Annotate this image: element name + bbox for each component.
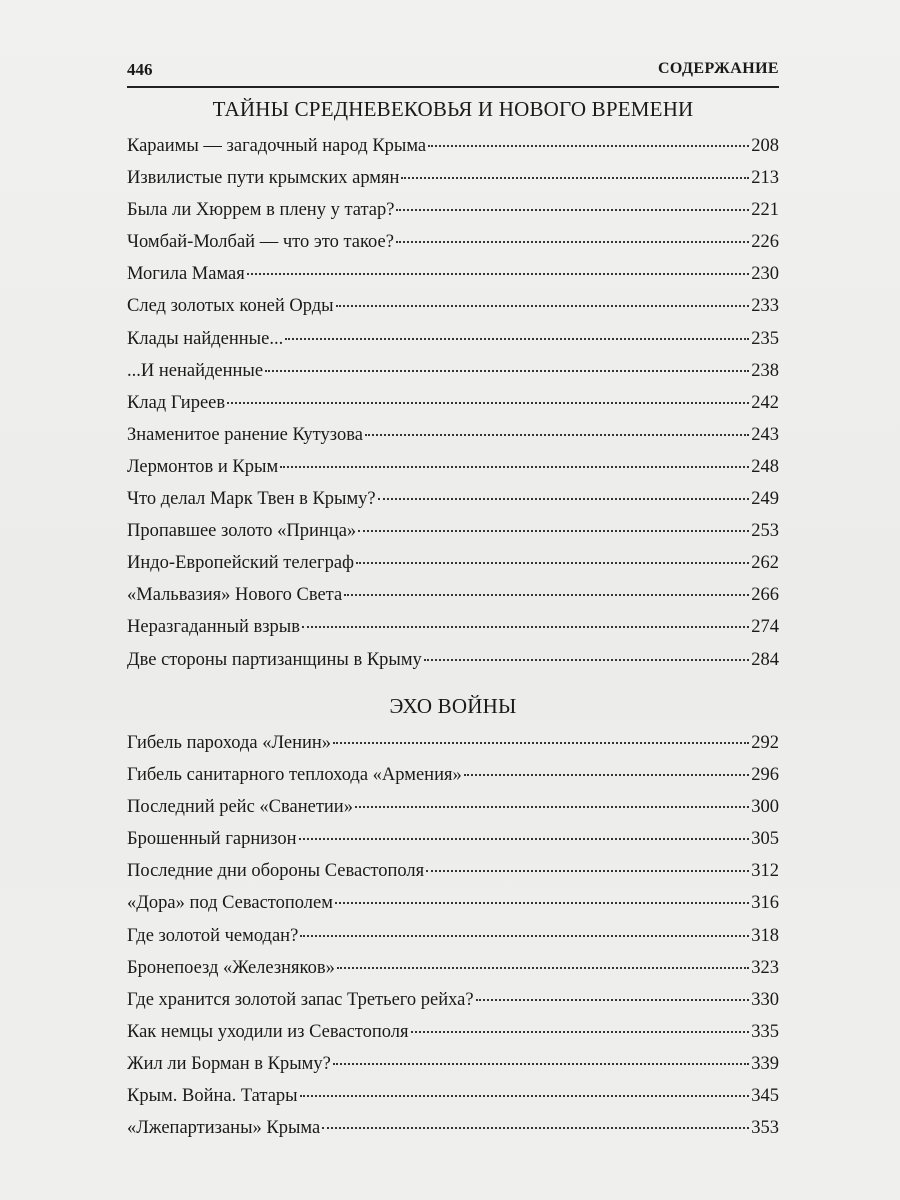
dot-leader <box>426 870 749 872</box>
dot-leader <box>227 402 749 404</box>
toc-entry-page: 233 <box>751 296 779 317</box>
dot-leader <box>333 742 749 744</box>
toc-entry-page: 266 <box>751 585 779 606</box>
toc-entry-title: Могила Мамая <box>127 264 245 285</box>
toc-entry <box>127 553 779 585</box>
toc-entry-page: 253 <box>751 521 779 542</box>
dot-leader <box>302 626 749 628</box>
toc-entry <box>127 585 779 617</box>
toc-entry <box>127 393 779 425</box>
dot-leader <box>300 935 749 937</box>
toc-list-section-1 <box>127 136 779 682</box>
toc-entry-title: Клад Гиреев <box>127 392 226 413</box>
running-head: СОДЕРЖАНИЕ <box>657 60 779 77</box>
dot-leader <box>411 1031 750 1033</box>
toc-entry-title: Крым. Война. Татары <box>127 1086 298 1107</box>
toc-entry-page: 248 <box>751 456 779 477</box>
toc-entry-page: 238 <box>751 360 779 381</box>
toc-entry-title: Где хранится золотой запас Третьего рейха? <box>127 989 474 1010</box>
toc-entry-page: 243 <box>751 424 779 445</box>
toc-entry-page: 296 <box>751 765 779 786</box>
dot-leader <box>365 434 749 436</box>
toc-entry-title: Чомбай-Молбай — что это такое? <box>127 232 394 253</box>
toc-entry-title: Жил ли Борман в Крыму? <box>127 1053 331 1074</box>
toc-entry <box>127 765 779 797</box>
toc-entry-title: След золотых коней Орды <box>127 296 334 317</box>
toc-entry <box>127 264 779 296</box>
toc-entry-title: Две стороны партизанщины в Крыму <box>127 649 422 670</box>
toc-entry-page: 242 <box>751 392 779 413</box>
toc-entry-title: Гибель парохода «Ленин» <box>127 733 332 753</box>
dot-leader <box>333 1063 749 1065</box>
toc-entry-title: Была ли Хюррем в плену у татар? <box>127 200 395 221</box>
dot-leader <box>464 774 750 776</box>
toc-entry-page: 318 <box>751 925 779 946</box>
toc-entry <box>127 361 779 393</box>
page-header <box>127 56 779 88</box>
dot-leader <box>322 1127 749 1129</box>
dot-leader <box>355 806 749 808</box>
toc-entry-page: 335 <box>751 1021 779 1042</box>
toc-entry-page: 316 <box>751 893 779 914</box>
section-title: ТАЙНЫ СРЕДНЕВЕКОВЬЯ И НОВОГО ВРЕМЕНИ <box>212 97 694 121</box>
toc-entry-page: 274 <box>751 617 779 638</box>
section-title: ЭХО ВОЙНЫ <box>389 694 517 718</box>
toc-entry <box>127 1118 779 1150</box>
dot-leader <box>401 177 749 179</box>
dot-leader <box>336 305 750 307</box>
toc-entry <box>127 797 779 829</box>
toc-entry <box>127 457 779 489</box>
toc-entry-title: «Лжепартизаны» Крыма <box>127 1118 321 1139</box>
toc-entry-page: 235 <box>751 328 779 349</box>
toc-entry-page: 345 <box>751 1086 779 1107</box>
toc-entry <box>127 232 779 264</box>
toc-entry <box>127 1086 779 1118</box>
dot-leader <box>428 145 749 147</box>
toc-entry-title: Гибель санитарного теплохода «Армения» <box>127 765 462 786</box>
toc-entry-title: «Мальвазия» Нового Света <box>127 585 343 606</box>
toc-entry-title: Караимы — загадочный народ Крыма <box>127 136 427 156</box>
dot-leader <box>396 209 749 211</box>
dot-leader <box>300 1095 750 1097</box>
toc-entry-page: 249 <box>751 489 779 510</box>
toc-entry <box>127 990 779 1022</box>
toc-entry-title: Клады найденные... <box>127 328 284 349</box>
toc-entry <box>127 893 779 925</box>
page-number: 446 <box>127 60 153 79</box>
toc-entry-title: Где золотой чемодан? <box>127 925 299 946</box>
toc-entry-page: 230 <box>751 264 779 285</box>
toc-entry-title: Неразгаданный взрыв <box>127 617 300 638</box>
toc-entry <box>127 136 779 168</box>
toc-entry-page: 323 <box>751 957 779 978</box>
toc-entry-title: Извилистые пути крымских армян <box>127 168 400 189</box>
dot-leader <box>378 498 750 500</box>
dot-leader <box>396 241 749 243</box>
toc-entry <box>127 861 779 893</box>
toc-list-section-2 <box>127 733 779 1150</box>
dot-leader <box>285 338 749 340</box>
toc-entry-title: Брошенный гарнизон <box>127 829 297 850</box>
toc-entry <box>127 1022 779 1054</box>
toc-entry-page: 221 <box>751 200 779 221</box>
toc-entry <box>127 958 779 990</box>
toc-entry-title: Последние дни обороны Севастополя <box>127 861 425 882</box>
toc-entry-title: Как немцы уходили из Севастополя <box>127 1021 409 1042</box>
toc-entry-title: Что делал Марк Твен в Крыму? <box>127 489 376 510</box>
toc-entry-page: 226 <box>751 232 779 253</box>
toc-entry <box>127 650 779 682</box>
dot-leader <box>337 967 749 969</box>
toc-entry <box>127 200 779 232</box>
toc-entry <box>127 425 779 457</box>
dot-leader <box>424 659 749 661</box>
dot-leader <box>265 370 749 372</box>
toc-entry-title: Последний рейс «Сванетии» <box>127 797 353 818</box>
toc-entry <box>127 521 779 553</box>
toc-entry-page: 208 <box>751 136 779 156</box>
toc-entry-title: Бронепоезд «Железняков» <box>127 957 335 978</box>
toc-entry <box>127 1054 779 1086</box>
toc-entry <box>127 296 779 328</box>
toc-entry-title: Пропавшее золото «Принца» <box>127 521 357 542</box>
dot-leader <box>356 562 749 564</box>
toc-entry-page: 213 <box>751 168 779 189</box>
toc-entry-title: ...И ненайденные <box>127 360 264 381</box>
toc-entry-title: «Дора» под Севастополем <box>127 893 333 914</box>
toc-entry <box>127 829 779 861</box>
toc-entry-page: 292 <box>751 733 779 753</box>
toc-entry-page: 339 <box>751 1053 779 1074</box>
toc-entry-page: 330 <box>751 989 779 1010</box>
dot-leader <box>335 902 749 904</box>
toc-entry-page: 312 <box>751 861 779 882</box>
toc-entry <box>127 329 779 361</box>
toc-entry <box>127 733 779 765</box>
toc-entry-title: Индо-Европейский телеграф <box>127 553 355 574</box>
dot-leader <box>358 530 749 532</box>
dot-leader <box>299 838 750 840</box>
dot-leader <box>247 273 749 275</box>
toc-entry-page: 353 <box>751 1118 779 1139</box>
toc-entry-page: 284 <box>751 649 779 670</box>
dot-leader <box>476 999 750 1001</box>
dot-leader <box>280 466 749 468</box>
dot-leader <box>344 594 749 596</box>
toc-entry <box>127 617 779 649</box>
toc-entry <box>127 489 779 521</box>
toc-entry <box>127 926 779 958</box>
toc-entry-page: 300 <box>751 797 779 818</box>
toc-entry-title: Знаменитое ранение Кутузова <box>127 424 363 445</box>
toc-entry-page: 262 <box>751 553 779 574</box>
toc-entry-title: Лермонтов и Крым <box>127 456 279 477</box>
toc-entry <box>127 168 779 200</box>
toc-entry-page: 305 <box>751 829 779 850</box>
